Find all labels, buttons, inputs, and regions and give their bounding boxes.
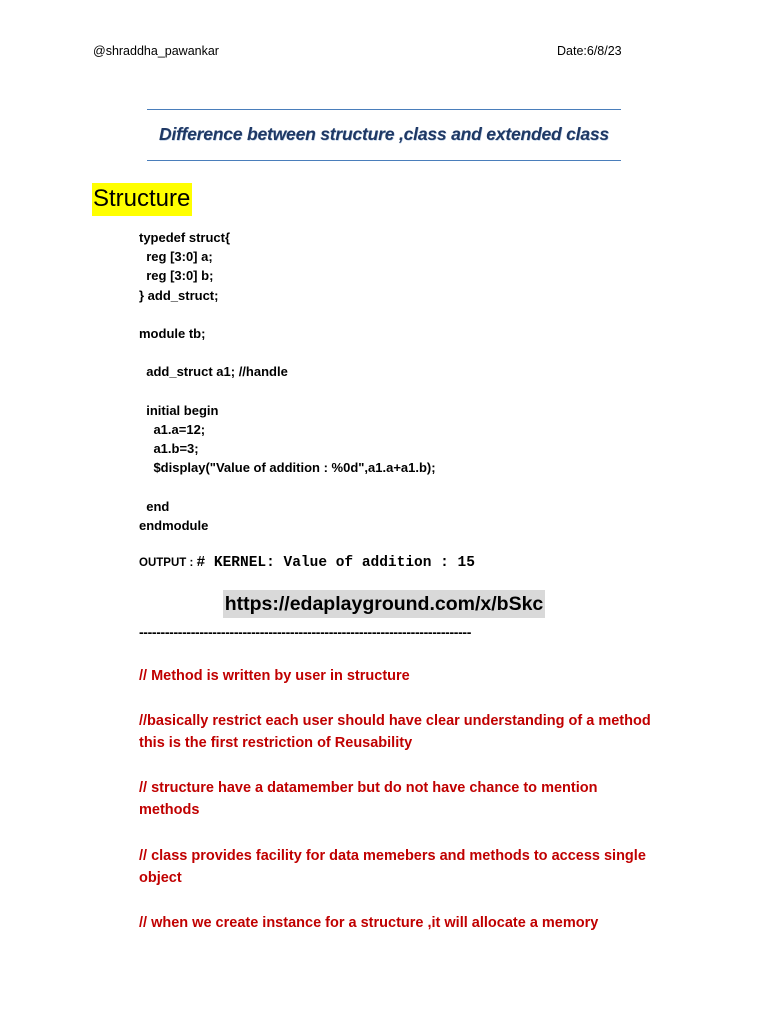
author-handle: @shraddha_pawankar [93, 44, 219, 58]
comment-note: // class provides facility for data memebers and methods to access single object [139, 848, 646, 886]
code-line: end [139, 498, 170, 514]
comment-note: // when we create instance for a structure ,it will allocate a memory [139, 915, 599, 931]
code-line: typedef struct{ [139, 230, 231, 245]
edaplayground-link[interactable]: https://edaplayground.com/x/bSkc [223, 590, 546, 618]
code-line: $display("Value of addition : %0d",a1.a+a1.b); [139, 460, 436, 476]
output-label: OUTPUT : [139, 557, 197, 569]
document-date: Date:6/8/23 [557, 44, 622, 58]
code-line: } add_struct; [139, 287, 219, 303]
code-line: reg [3:0] b; [139, 268, 214, 284]
code-line [139, 477, 436, 496]
comment-note: //basically restrict each user should have clear understanding of a method this is the first restriction of Reusability [139, 713, 651, 751]
output-value: # KERNEL: Value of addition : 15 [196, 555, 475, 571]
document-title: Difference between structure ,class and extended class [159, 124, 609, 144]
code-block [139, 228, 436, 535]
code-line [139, 382, 436, 401]
title-rule-top [147, 109, 621, 110]
title-rule-bottom [147, 160, 621, 161]
output-row [139, 553, 475, 571]
code-line [139, 305, 436, 324]
code-line [139, 343, 436, 362]
separator-line: ----------------------------------------------------------------------------- [139, 624, 472, 640]
code-line: a1.a=12; [139, 421, 206, 437]
code-line: a1.b=3; [139, 441, 199, 457]
code-line: module tb; [139, 325, 206, 341]
code-line: add_struct a1; //handle [139, 364, 288, 380]
code-line: reg [3:0] a; [139, 249, 213, 265]
code-line: initial begin [139, 402, 219, 418]
comment-note: // structure have a datamember but do not have chance to mention methods [139, 780, 598, 818]
code-line: endmodule [139, 517, 209, 533]
comment-note: // Method is written by user in structure [139, 668, 410, 684]
section-heading-structure: Structure [92, 183, 192, 216]
link-container [0, 590, 768, 618]
